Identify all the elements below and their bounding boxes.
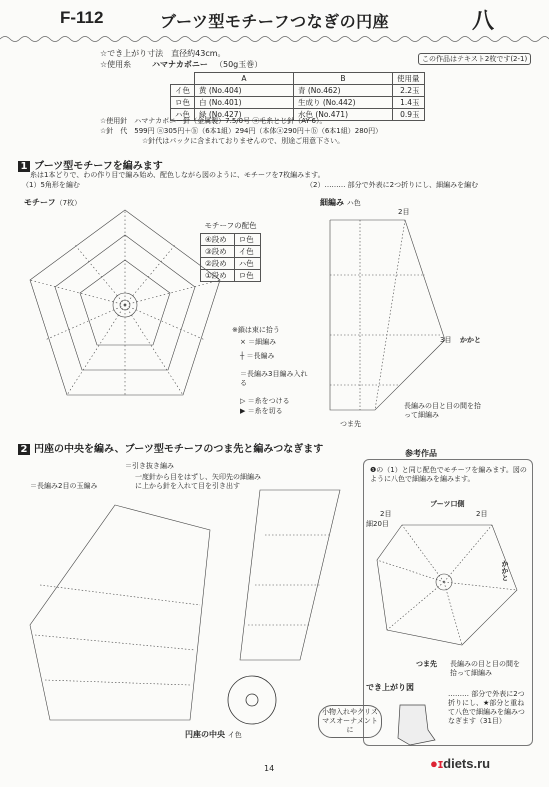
table-cell: ロ色: [234, 270, 260, 282]
page-title: ブーツ型モチーフつなぎの円座: [160, 12, 390, 31]
table-row: [201, 270, 261, 282]
table-cell: ②段め: [201, 258, 235, 270]
table-cell: 青 (No.462): [294, 85, 393, 97]
table-cell: ④段め: [201, 234, 235, 246]
joining-chart: [20, 485, 350, 730]
ref-heel-label: かかと: [501, 560, 509, 581]
section-2-title: 2 円座の中央を編み、ブーツ型モチーフのつま先と編みつなぎます: [18, 440, 323, 455]
sc-label: 細編み ハ色: [320, 198, 361, 207]
table-cell: 水色 (No.471): [294, 109, 393, 121]
table-cell: 白 (No.401): [195, 97, 294, 109]
table-cell: ③段め: [201, 246, 235, 258]
yarn-label: ☆使用糸: [100, 60, 132, 69]
apple-icon: ●: [430, 756, 438, 771]
legend-pull: ＝引き抜き編み: [125, 462, 174, 470]
legend-item: ▶ ＝糸を切る: [240, 407, 283, 415]
pick-note: 長編みの目と目の間を拾って細編み: [404, 402, 481, 419]
table-row: [201, 258, 261, 270]
finished-desc: ……… 部分で外表に2つ折りにし、★部分と重ねて八色で細編みを編みつなぎます（31目）: [448, 690, 525, 725]
table-cell: イ色: [171, 85, 195, 97]
table-row: [171, 97, 425, 109]
eye-2-label: 2目: [398, 208, 410, 216]
step-2: （2）……… 部分で外表に2つ折りにし、細編みを編む: [306, 181, 479, 189]
table-cell: 黄 (No.404): [195, 85, 294, 97]
motif-chart: [25, 205, 225, 405]
sc-20-label: 細20目: [366, 520, 389, 528]
heel-label: かかと: [460, 336, 481, 344]
toe-label: つま先: [340, 420, 361, 428]
ref-toe-label: つま先: [416, 660, 437, 668]
use-note-bubble: 小物入れやクリスマスオーナメントに: [318, 705, 382, 738]
legend-item: ┼ ＝長編み: [240, 352, 275, 360]
table-cell: ロ色: [171, 97, 195, 109]
section-1-text: 糸は1本どりで、わの作り目で編み始め、配色しながら図のように、モチーフを7枚編みます。: [30, 171, 325, 179]
legend-item: ＝長編み3目編み入れる: [240, 370, 308, 387]
table-cell: 1.4玉: [393, 97, 425, 109]
legend-item: ▷ ＝糸をつける: [240, 397, 290, 405]
center-label: 円座の中央 イ色: [185, 730, 242, 739]
table-cell: ①段め: [201, 270, 235, 282]
boots-mouth-label: ブーツ口側: [430, 500, 465, 508]
table-row: [201, 234, 261, 246]
yarn-col-amount: 使用量: [393, 73, 425, 85]
logo-mark: 八: [472, 8, 495, 34]
finished-label: でき上がり図: [366, 683, 414, 692]
price-note: ☆針代はパックに含まれておりませんので、別途ご用意下さい。: [142, 137, 345, 145]
legend-ball: ＝長編み2目の玉編み: [30, 482, 98, 490]
finished-size: ☆でき上がり寸法 直径約43cm。: [100, 49, 226, 58]
table-cell: 2.2玉: [393, 85, 425, 97]
reference-title: 参考作品: [405, 449, 437, 458]
section-1-title: 1 ブーツ型モチーフを編みます: [18, 157, 163, 172]
eye-3-label: 3目: [440, 336, 452, 344]
watermark: ●ɪdiets.ru: [430, 756, 491, 771]
step-1: （1）5角形を編む: [22, 181, 80, 189]
table-cell: ハ色: [171, 109, 195, 121]
yarn-brand-note: （50g玉巻）: [215, 60, 263, 69]
motif-color-title: モチーフの配色: [204, 221, 257, 230]
ref-eye-2-left: 2目: [380, 510, 392, 518]
ref-eye-2-right: 2目: [476, 510, 488, 518]
motif-color-table: [200, 220, 261, 282]
table-row: [201, 246, 261, 258]
note-box: この作品はテキスト2枚です(2-1): [418, 53, 531, 65]
legend-pull-desc: 一度針から目をはずし、矢印先の細編みに上から針を入れて目を引き出す: [135, 473, 261, 490]
table-cell: ハ色: [234, 258, 260, 270]
table-cell: ロ色: [234, 234, 260, 246]
yarn-table: [170, 72, 425, 121]
finished-boot-drawing: [380, 700, 440, 750]
yarn-col-b: B: [294, 73, 393, 85]
needle-info: ☆使用針 ハマナカボニー針（金属製）7.5/0号 ⓐ毛糸とじ針（AY-6）。: [100, 117, 327, 125]
reference-desc: ❶の（1）と同じ配色でモチーフを編みます。図のように八色で細編みを編みます。: [370, 466, 527, 483]
table-cell: 0.9玉: [393, 109, 425, 121]
lace-border: [0, 34, 549, 44]
motif-label: モチーフ（7枚）: [24, 198, 82, 207]
table-cell: 緑 (No.427): [195, 109, 294, 121]
reference-chart: [372, 520, 522, 650]
price-info: ☆針 代 599円 ⓐ305円＋ⓑ（6本1組）294円（本体ⓐ290円＋ⓑ（6本1組）280円）: [100, 127, 383, 135]
table-cell: 生成り (No.442): [294, 97, 393, 109]
table-row: [171, 85, 425, 97]
legend-item: × ＝細編み: [240, 338, 277, 346]
table-cell: イ色: [234, 246, 260, 258]
legend-item: ※鎖は束に拾う: [232, 326, 280, 334]
ref-pick-note: 長編みの目と目の間を拾って細編み: [450, 660, 520, 677]
boot-fold-chart: [320, 215, 450, 415]
page-number: 14: [264, 764, 275, 773]
yarn-col-a: A: [195, 73, 294, 85]
pattern-code: F-112: [60, 8, 104, 27]
yarn-brand: ハマナカボニー: [152, 60, 208, 69]
